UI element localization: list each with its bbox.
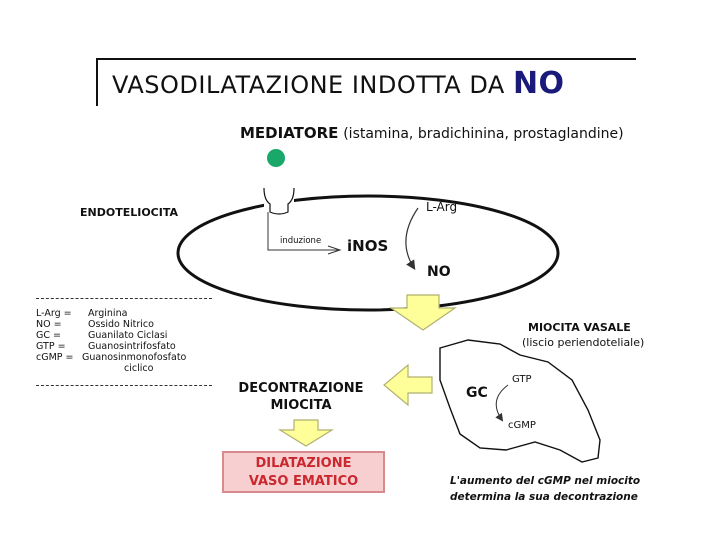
inos-label: iNOS bbox=[347, 237, 389, 255]
cgmp-label: cGMP bbox=[508, 420, 536, 431]
cgmp-note bbox=[450, 473, 640, 505]
mediatore-text bbox=[240, 124, 624, 142]
gtp-to-cgmp-arrow bbox=[496, 385, 508, 420]
miocita-cell bbox=[440, 340, 600, 462]
note-line2: determina la sua decontrazione bbox=[450, 491, 638, 503]
legend-desc: Arginina bbox=[88, 308, 128, 319]
induzione-label: induzione bbox=[280, 236, 322, 246]
note-line1: L'aumento del cGMP nel miocito bbox=[450, 475, 641, 487]
mediatore-molecule bbox=[267, 149, 285, 167]
legend-abbr: L-Arg = bbox=[36, 308, 72, 319]
legend-abbr: GC = bbox=[36, 330, 61, 341]
legend bbox=[36, 298, 212, 386]
legend-desc: Ossido Nitrico bbox=[88, 319, 154, 330]
dilatazione-box bbox=[222, 451, 385, 493]
gc-label: GC bbox=[466, 385, 488, 401]
decontrazione-arrow bbox=[384, 365, 432, 405]
legend-desc: Guanosinmonofosfato bbox=[82, 352, 187, 363]
legend-desc: Guanilato Ciclasi bbox=[88, 330, 168, 341]
title-highlight: NO bbox=[512, 66, 565, 101]
dilatazione-line1: DILATAZIONE bbox=[255, 456, 352, 471]
dilatazione-line2: VASO EMATICO bbox=[248, 474, 359, 489]
l-arg-to-no-arrow bbox=[406, 208, 418, 268]
miocita-sublabel: (liscio periendoteliale) bbox=[522, 336, 645, 349]
no-label: NO bbox=[427, 264, 451, 280]
legend-abbr: cGMP = bbox=[36, 352, 74, 363]
endoteliocita-label: ENDOTELIOCITA bbox=[80, 206, 179, 219]
mediatore-examples: (istamina, bradichinina, prostaglandine) bbox=[343, 126, 624, 142]
decontrazione-line2: MIOCITA bbox=[270, 398, 332, 413]
legend-desc: ciclico bbox=[124, 363, 154, 374]
decontrazione-line1: DECONTRAZIONE bbox=[238, 381, 364, 396]
no-down-arrow bbox=[391, 295, 455, 330]
legend-abbr: GTP = bbox=[36, 341, 66, 352]
title-main: VASODILATAZIONE INDOTTA DA bbox=[112, 71, 505, 99]
gtp-label: GTP bbox=[512, 374, 532, 385]
legend-abbr: NO = bbox=[36, 319, 62, 330]
miocita-label: MIOCITA VASALE bbox=[528, 321, 631, 334]
legend-desc: Guanosintrifosfato bbox=[88, 341, 176, 352]
l-arg-label: L-Arg bbox=[426, 200, 458, 214]
decontrazione-label bbox=[232, 380, 370, 414]
mediatore-label: MEDIATORE bbox=[240, 124, 339, 142]
dilatazione-arrow bbox=[280, 420, 332, 446]
